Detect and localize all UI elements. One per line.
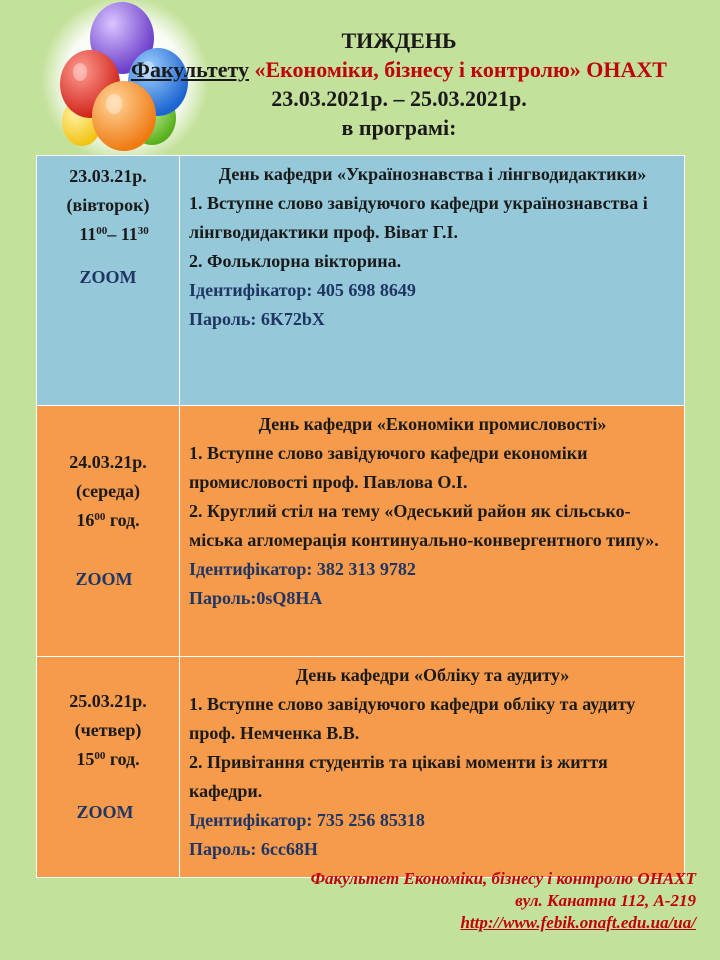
time-text: $16^{00}$ год. <box>76 510 140 530</box>
date-cell <box>37 406 180 657</box>
info-cell <box>180 406 685 657</box>
agenda-item: 2. Круглий стіл на тему «Одеський район як сільсько-міська агломерація континуально-конвергентного типу». <box>189 501 659 550</box>
meeting-password: Пароль: 6cc68H <box>189 839 318 859</box>
header-title: ТИЖДЕНЬ <box>341 28 457 53</box>
date-cell <box>37 156 180 406</box>
department-title: День кафедри «Економіки промисловості» <box>258 414 607 434</box>
time-text: $11^{00}-$ $11^{30}$ <box>79 224 149 244</box>
footer-website-link[interactable]: http://www.febik.onaft.edu.ua/ua/ <box>460 913 696 932</box>
department-title: День кафедри «Обліку та аудиту» <box>295 665 570 685</box>
footer <box>311 868 696 934</box>
department-title: День кафедри «Українознавства і лінгводидактики» <box>218 164 647 184</box>
agenda-item: 2. Фольклорна вікторина. <box>189 251 402 271</box>
header-faculty <box>0 55 720 84</box>
meeting-password: Пароль: 6K72bX <box>189 309 325 329</box>
header-program: в програмі: <box>341 115 457 140</box>
weekday-text: (вівторок) <box>66 195 150 215</box>
table-row <box>37 657 685 878</box>
info-cell <box>180 657 685 878</box>
platform-text: ZOOM <box>76 802 134 822</box>
meeting-id: Ідентифікатор: 382 313 9782 <box>189 559 416 579</box>
date-text: 25.03.21р. <box>69 691 147 711</box>
agenda-item: 1. Вступне слово завідуючого кафедри обліку та аудиту проф. Немченка В.В. <box>189 694 636 743</box>
info-cell <box>180 156 685 406</box>
meeting-id: Ідентифікатор: 405 698 8649 <box>189 280 416 300</box>
agenda-item: 1. Вступне слово завідуючого кафедри економіки промисловості проф. Павлова О.І. <box>189 443 588 492</box>
agenda-item: 2. Привітання студентів та цікаві моменти із життя кафедри. <box>189 752 608 801</box>
header-faculty-prefix: Факультету <box>131 57 249 82</box>
agenda-item: 1. Вступне слово завідуючого кафедри українознавства і лінгводидактики проф. Віват Г.І. <box>189 193 648 242</box>
weekday-text: (четвер) <box>74 720 142 740</box>
weekday-text: (середа) <box>75 481 141 501</box>
schedule-table <box>36 155 685 878</box>
page-header <box>0 26 720 142</box>
table-row <box>37 406 685 657</box>
date-text: 23.03.21р. <box>69 166 147 186</box>
header-dates: 23.03.2021р. – 25.03.2021р. <box>271 86 527 111</box>
footer-faculty: Факультет Економіки, бізнесу і контролю ОНАХТ <box>310 869 696 888</box>
meeting-password: Пароль:0sQ8HA <box>189 588 323 608</box>
header-faculty-name: «Економіки, бізнесу і контролю» ОНАХТ <box>254 57 667 82</box>
platform-text: ZOOM <box>75 569 133 589</box>
platform-text: ZOOM <box>79 267 137 287</box>
date-cell <box>37 657 180 878</box>
meeting-id: Ідентифікатор: 735 256 85318 <box>189 810 425 830</box>
date-text: 24.03.21р. <box>69 452 147 472</box>
time-text: $15^{00}$ год. <box>76 749 140 769</box>
table-row <box>37 156 685 406</box>
footer-address: вул. Канатна 112, А-219 <box>515 891 696 910</box>
